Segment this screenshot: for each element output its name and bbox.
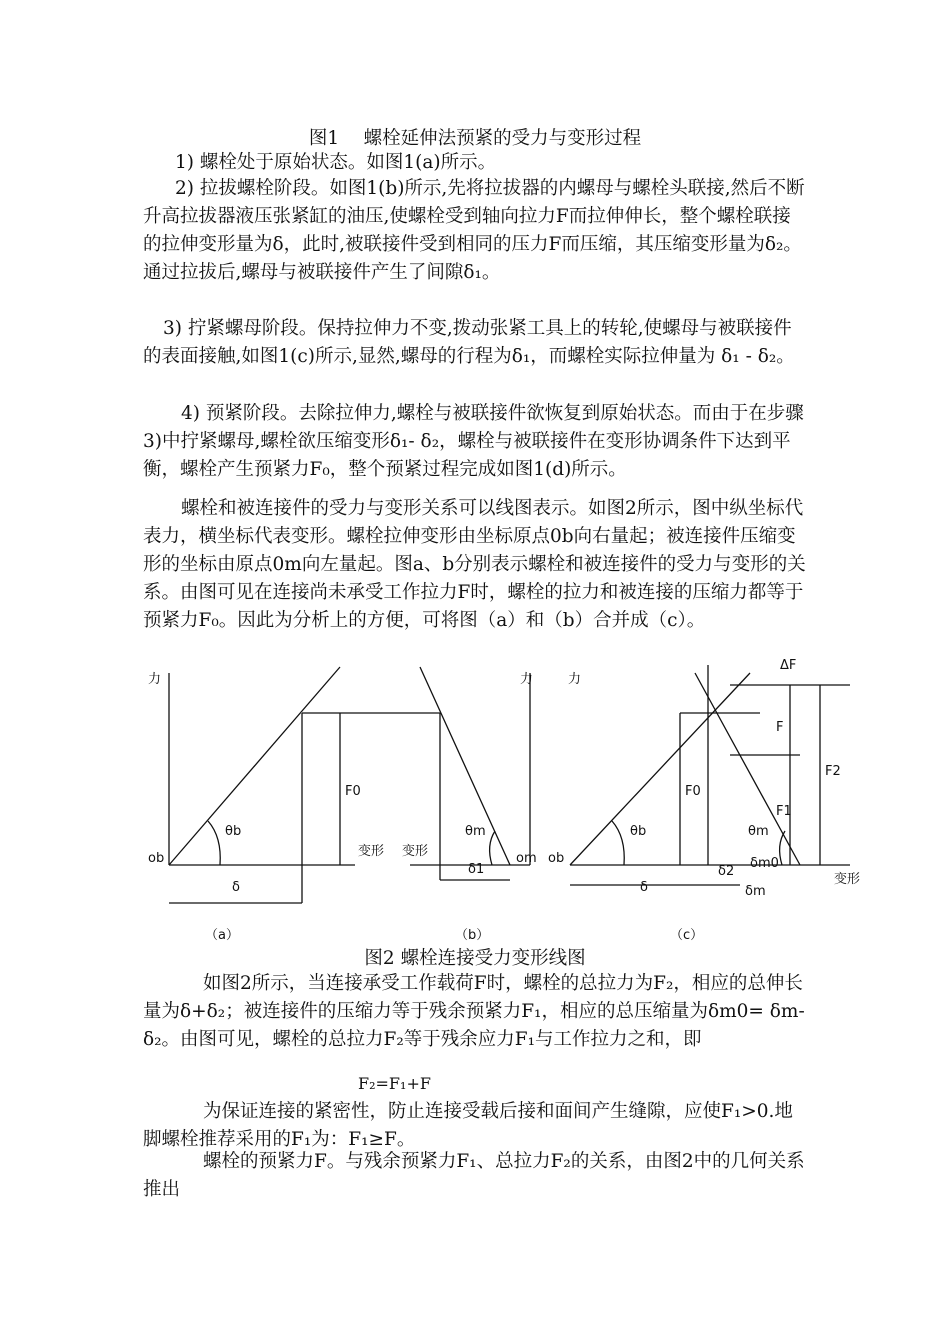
sub-caption-b: （b） <box>455 928 490 943</box>
b-delta1-label: δ1 <box>468 862 485 877</box>
paragraph-step1: 1) 螺栓处于原始状态。如图1(a)所示。 <box>175 152 497 173</box>
c-delta-label: δ <box>640 880 648 895</box>
b-origin-label: om <box>516 851 537 866</box>
c-force-label: 力 <box>568 672 582 687</box>
c-F2-label: F2 <box>825 764 841 779</box>
b-deform-label: 变形 <box>402 844 429 859</box>
fig2-caption: 图2 螺栓连接受力变形线图 <box>364 948 586 969</box>
c-delta-m-label: δm <box>745 884 766 899</box>
equation-F2: F₂=F₁+F <box>358 1074 431 1093</box>
c-origin-label: ob <box>548 851 565 866</box>
paragraph-relation: 螺栓的预紧力F。与残余预紧力F₁、总拉力F₂的关系，由图2中的几何关系推出 <box>143 1151 805 1200</box>
paragraph-load: 如图2所示，当连接承受工作载荷F时，螺栓的总拉力为F₂，相应的总伸长量为δ+δ₂；被连接件的压缩力等于残余预紧力F₁，相应的总压缩量为δm0= δm- δ₂。由图可见，螺栓的总拉力F₂等于残余应力F₁与工作拉力之和，即 <box>143 973 805 1050</box>
c-theta-m-label: θm <box>748 824 769 839</box>
c-bolt-line <box>570 673 750 865</box>
sub-caption-a: （a） <box>205 928 239 943</box>
a-angle-arc <box>208 821 220 865</box>
c-F0-label: F0 <box>685 784 701 799</box>
paragraph-step2: 2) 拉拔螺栓阶段。如图1(b)所示,先将拉拔器的内螺母与螺栓头联接,然后不断升高拉拔器液压张紧缸的油压,使螺栓受到轴向拉力F而拉伸伸长，整个螺栓联接的拉伸变形量为δ，此时,被联接件受到相同的压力F而压缩，其压缩变形量为δ₂。通过拉拔后,螺母与被联接件产生了间隙δ₁。 <box>143 178 805 283</box>
c-delta2-label: δ2 <box>718 864 735 879</box>
paragraph-tightness: 为保证连接的紧密性，防止连接受载后接和面间产生缝隙，应使F₁>0.地脚螺栓推荐采用的F₁为：F₁≥F。 <box>143 1101 793 1150</box>
c-F1-label: F1 <box>776 804 792 819</box>
c-dF-label: ΔF <box>780 658 797 673</box>
a-origin-label: ob <box>148 851 165 866</box>
c-deform-label: 变形 <box>834 872 860 887</box>
b-theta-label: θm <box>465 824 486 839</box>
c-F-label: F <box>776 720 784 735</box>
c-angle-arc-b <box>612 821 624 865</box>
paragraph-diagram-intro: 螺栓和被连接件的受力与变形关系可以线图表示。如图2所示，图中纵坐标代表力，横坐标代表变形。螺栓拉伸变形由坐标原点0b向右量起；被连接件压缩变形的坐标由原点0m向左量起。图a、b分别表示螺栓和被连接件的受力与变形的关系。由图可见在连接尚未承受工作拉力F时，螺栓的拉力和被连接的压缩力都等于预紧力F₀。因此为分析上的方便，可将图（a）和（b）合并成（c）。 <box>143 498 806 631</box>
c-theta-b-label: θb <box>630 824 647 839</box>
a-F0-label: F0 <box>345 784 361 799</box>
a-bolt-line <box>169 667 340 865</box>
a-force-label: 力 <box>148 672 162 687</box>
b-force-label: 力 <box>520 672 534 687</box>
c-delta-m0-label: δm0 <box>750 856 779 871</box>
paragraph-step4: 4) 预紧阶段。去除拉伸力,螺栓与被联接件欲恢复到原始状态。而由于在步骤3)中拧紧螺母,螺栓欲压缩变形δ₁- δ₂，螺栓与被联接件在变形协调条件下达到平衡，螺栓产生预紧力F₀，整个预紧过程完成如图1(d)所示。 <box>143 403 804 480</box>
a-delta-label: δ <box>232 880 240 895</box>
a-deform-label: 变形 <box>358 844 385 859</box>
sub-caption-c: （c） <box>670 928 704 943</box>
figure-2-force-deformation-diagram <box>140 655 860 945</box>
fig1-caption: 图1 螺栓延伸法预紧的受力与变形过程 <box>308 128 642 149</box>
b-angle-arc <box>490 831 495 865</box>
a-theta-label: θb <box>225 824 242 839</box>
paragraph-step3: 3) 拧紧螺母阶段。保持拉伸力不变,拨动张紧工具上的转轮,使螺母与被联接件的表面接触,如图1(c)所示,显然,螺母的行程为δ₁，而螺栓实际拉伸量为 δ₁ - δ₂。 <box>143 318 795 367</box>
